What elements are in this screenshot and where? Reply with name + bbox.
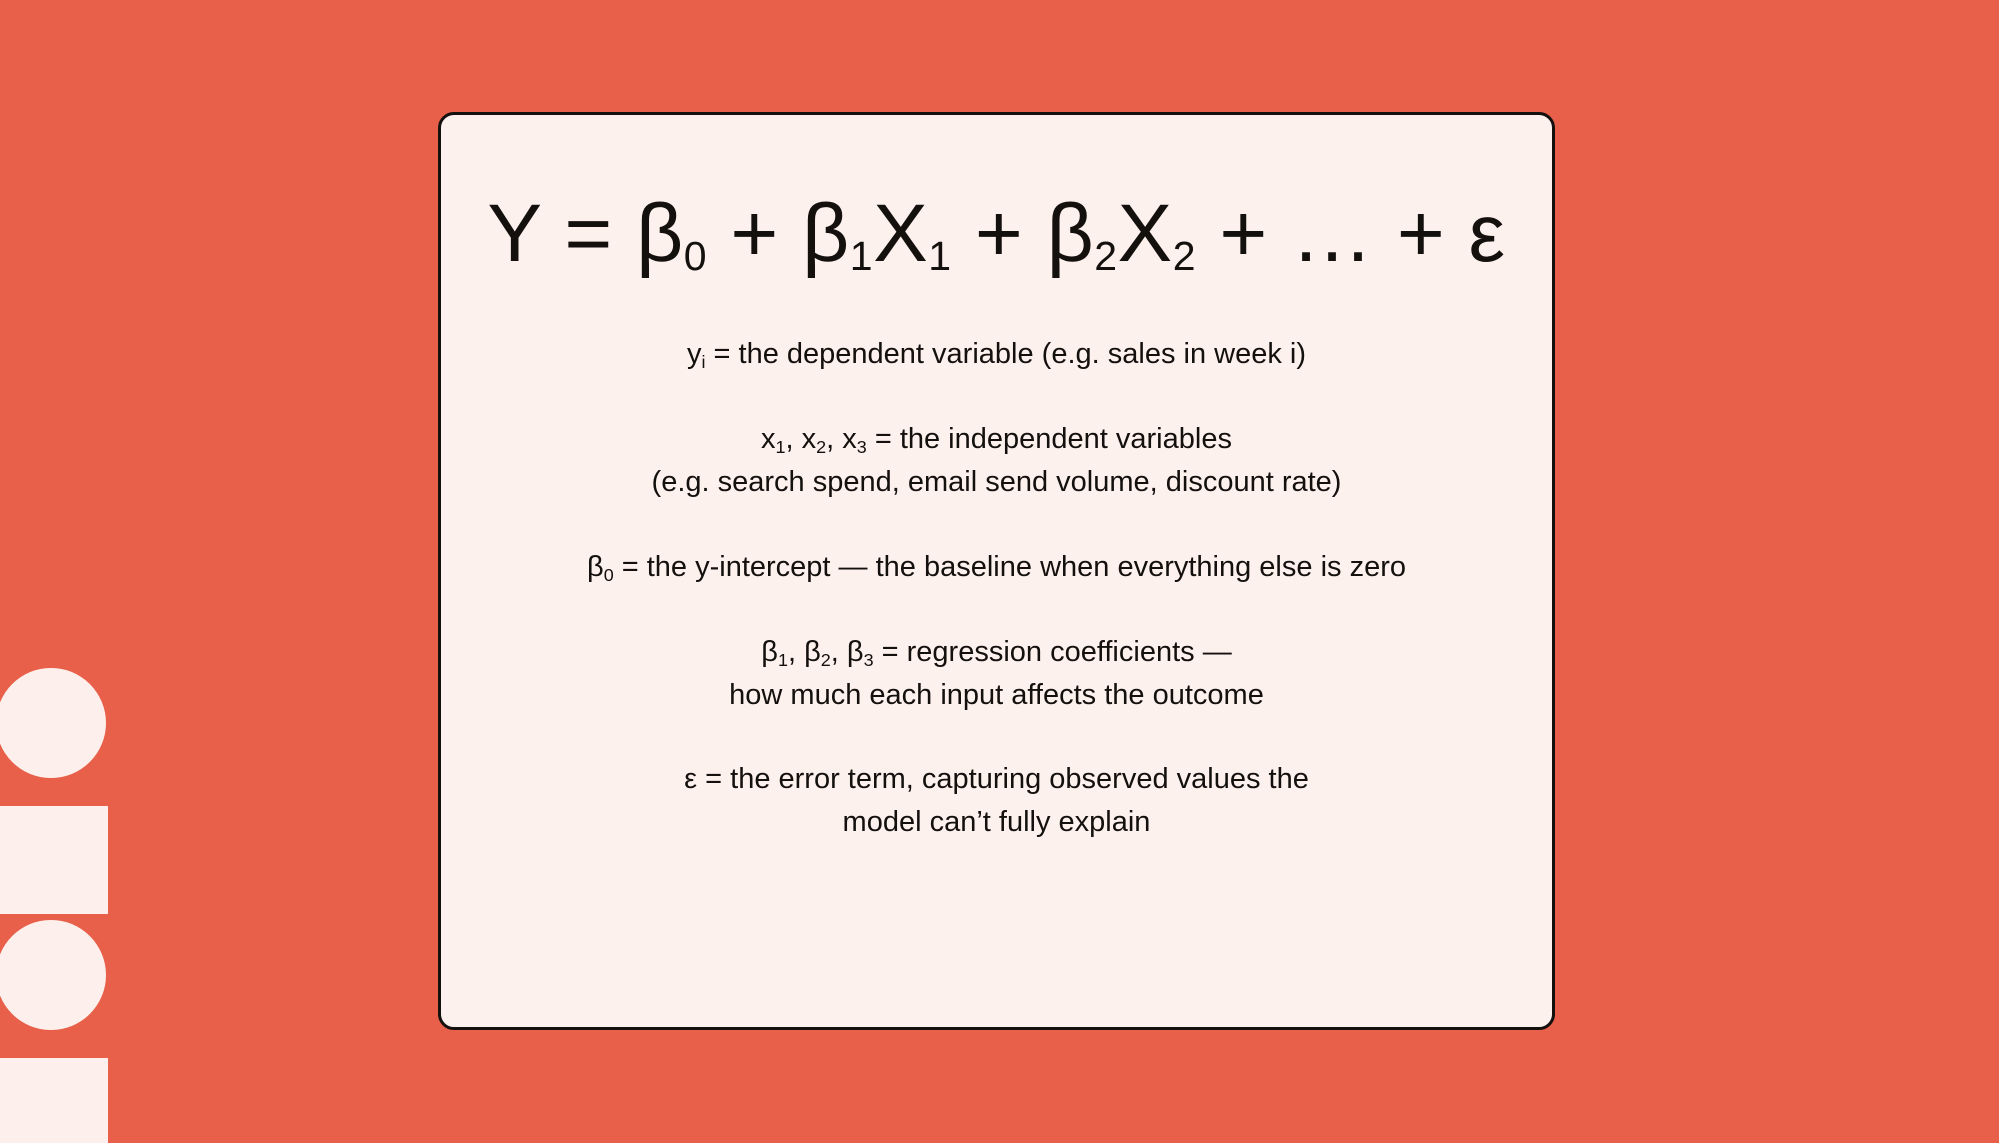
decorative-square-bottom	[0, 1058, 108, 1143]
formula-term-ellipsis: + …	[1219, 188, 1374, 279]
formula-term-beta1x1: + $\beta_1X_1$	[730, 188, 952, 280]
legend-item-dependent-variable: $y_i$ = the dependent variable (e.g. sales in week i)	[686, 338, 1306, 373]
formula-term-beta0: $\beta_0$	[636, 188, 708, 280]
formula-lhs: Y	[487, 188, 542, 279]
formula-term-beta2x2: + $\beta_2X_2$	[974, 188, 1197, 280]
formula-card	[438, 112, 1555, 1030]
decorative-circle-top	[0, 668, 106, 778]
decorative-square-top	[0, 806, 108, 914]
legend-item-coefficients-detail: how much each input affects the outcome	[729, 678, 1264, 711]
formula-term-epsilon: + ε	[1396, 188, 1506, 279]
decorative-circle-bottom	[0, 920, 106, 1030]
formula-legend	[441, 333, 1552, 844]
formula-equals: =	[564, 188, 613, 279]
legend-item-error-term: ε = the error term, capturing observed values the model can’t fully explain	[441, 758, 1552, 844]
regression-formula	[487, 188, 1506, 280]
legend-item-intercept: $\beta_0$ = the y-intercept — the baseline when everything else is zero	[587, 550, 1406, 585]
legend-item-coefficients: $\beta_1$, $\beta_2$, $\beta_3$ = regression coefficients — how much each input affects the outcome	[441, 631, 1552, 717]
legend-item-error-detail: model can’t fully explain	[842, 806, 1151, 839]
legend-item-independent-variables: $x_1$, $x_2$, $x_3$ = the independent variables (e.g. search spend, email send volume, discount rate)	[441, 418, 1552, 504]
legend-item-independent-examples: (e.g. search spend, email send volume, discount rate)	[651, 465, 1342, 498]
